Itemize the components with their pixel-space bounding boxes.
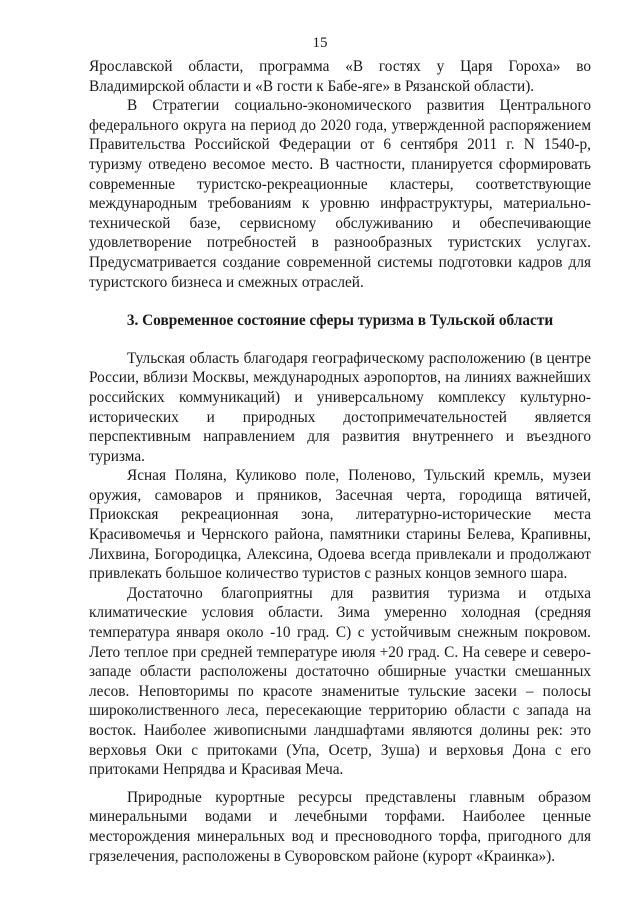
page-number: 15 <box>312 35 328 51</box>
paragraph-resources: Природные курортные ресурсы представлены главным образом минеральными водами и лечебными торфами. Наиболее ценные месторождения минеральных вод и пресноводного торфа, пригодного для грязелечения, расположены в Суворовском районе (курорт «Краинка»). <box>89 788 591 865</box>
paragraph-gap <box>89 780 591 788</box>
paragraph-location: Тульская область благодаря географическому расположению (в центре России, вблизи Москвы, международных аэропортов, на линиях важнейших российских коммуникаций) и универсальному комплексу культурно-исторических и природных достопримечательностей является перспективным направлением для развития внутреннего и въездного туризма. <box>89 349 591 465</box>
paragraph-strategy: В Стратегии социально-экономического развития Центрального федерального округа на период до 2020 года, утвержденной распоряжением Правительства Российской Федерации от 6 сентября 2011 г. N 1540-р, туризму отведено весомое место. В частности, планируется сформировать современные туристско-рекреационные кластеры, соответствующие международным требованиям к уровню инфраструктуры, материально-технической базе, сервисному обслуживанию и обеспечивающие удовлетворение потребностей в разнообразных туристских услугах. Предусматривается создание современной системы подготовки кадров для туристского бизнеса и смежных отраслей. <box>89 97 591 291</box>
paragraph-climate: Достаточно благоприятны для развития туризма и отдыха климатические условия области. Зима умеренно холодная (средняя температура января около -10 град. С) с устойчивым снежным покровом. Лето теплое при средней температуре июля +20 град. С. На севере и северо-западе области расположены достаточно обширные участки смешанных лесов. Неповторимы по красоте знаменитые тульские засеки – полосы широколиственного леса, пересекающие территорию области с запада на восток. Наиболее живописными ландшафтами являются долины рек: это верховья Оки с притоками (Упа, Осетр, Зуша) и верховья Дона с его притоками Непрядва и Красивая Меча. <box>89 584 591 779</box>
document-body <box>89 57 591 866</box>
paragraph-continuation: Ярославской области, программа «В гостях у Царя Гороха» во Владимирской области и «В гости к Бабе-яге» в Рязанской области). <box>89 58 591 95</box>
paragraph-attractions: Ясная Поляна, Куликово поле, Поленово, Тульский кремль, музеи оружия, самоваров и пряников, Засечная черта, городища вятичей, Приокская рекреационная зона, литературно-исторические места Красивомечья и Чернского района, памятники старины Белева, Крапивны, Лихвина, Богородицка, Алексина, Одоева всегда привлекали и продолжают привлекать большое количество туристов с разных концов земного шара. <box>89 467 591 583</box>
section-heading: 3. Современное состояние сферы туризма в Тульской области <box>126 312 554 330</box>
